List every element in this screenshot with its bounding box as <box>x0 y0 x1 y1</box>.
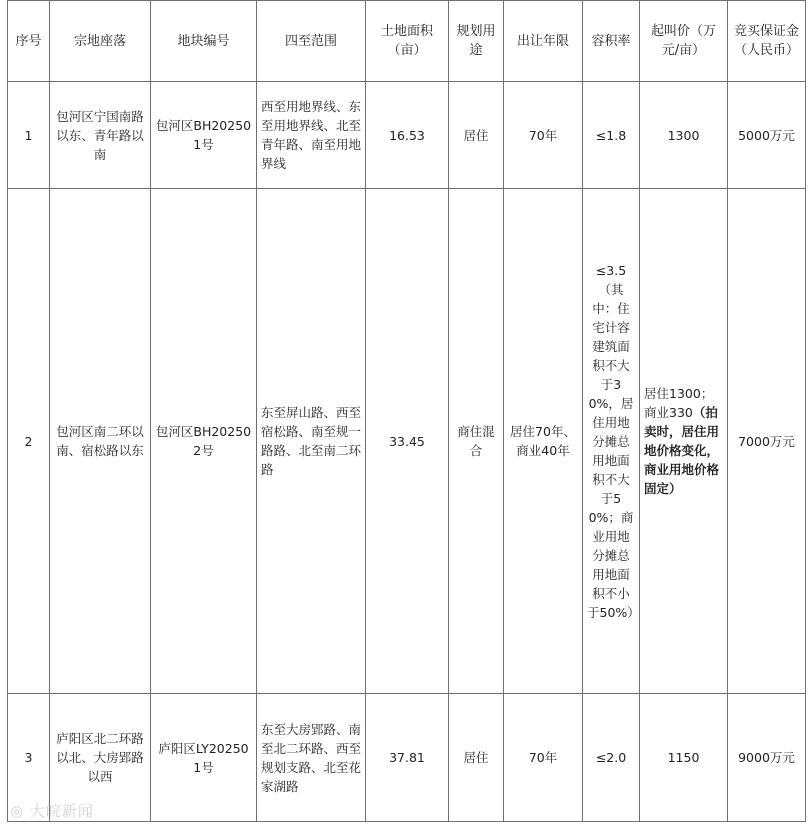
header-seq: 序号 <box>8 1 50 82</box>
cell-start-price <box>640 189 728 694</box>
header-term: 出让年限 <box>504 1 583 82</box>
cell-use: 居住 <box>449 694 504 822</box>
header-far: 容积率 <box>583 1 640 82</box>
cell-boundaries: 西至用地界线、东至用地界线、北至青年路、南至用地界线 <box>257 82 366 189</box>
cell-far: ≤2.0 <box>583 694 640 822</box>
header-start-price: 起叫价（万元/亩） <box>640 1 728 82</box>
header-use: 规划用途 <box>449 1 504 82</box>
cell-use: 商住混合 <box>449 189 504 694</box>
cell-parcel-no: 包河区BH202501号 <box>151 82 257 189</box>
cell-term: 居住70年、商业40年 <box>504 189 583 694</box>
cell-deposit: 7000万元 <box>728 189 806 694</box>
cell-area: 16.53 <box>366 82 449 189</box>
start-price-note: （拍卖时，居住用地价格变化，商业用地价格固定） <box>644 405 720 496</box>
cell-boundaries: 东至大房郢路、南至北二环路、西至规划支路、北至花家湖路 <box>257 694 366 822</box>
header-parcel-no: 地块编号 <box>151 1 257 82</box>
cell-area: 37.81 <box>366 694 449 822</box>
table-row <box>8 694 806 822</box>
cell-far: ≤1.8 <box>583 82 640 189</box>
cell-term: 70年 <box>504 694 583 822</box>
header-row <box>8 1 806 82</box>
cell-location: 包河区宁国南路以东、青年路以南 <box>50 82 151 189</box>
start-price-value: 居住1300；商业330 <box>644 386 714 420</box>
cell-start-price <box>640 694 728 822</box>
land-auction-table <box>7 0 806 822</box>
cell-boundaries: 东至屏山路、西至宿松路、南至规一路路、北至南二环路 <box>257 189 366 694</box>
cell-location: 庐阳区北二环路以北、大房郢路以西 <box>50 694 151 822</box>
cell-deposit: 5000万元 <box>728 82 806 189</box>
watermark-logo: ◎ 大皖新闻 <box>10 802 94 820</box>
cell-parcel-no: 庐阳区LY202501号 <box>151 694 257 822</box>
cell-area: 33.45 <box>366 189 449 694</box>
cell-term: 70年 <box>504 82 583 189</box>
cell-use: 居住 <box>449 82 504 189</box>
table-row <box>8 82 806 189</box>
cell-seq: 2 <box>8 189 50 694</box>
table-row <box>8 189 806 694</box>
cell-start-price <box>640 82 728 189</box>
cell-seq: 1 <box>8 82 50 189</box>
cell-parcel-no: 包河区BH202502号 <box>151 189 257 694</box>
watermark-text: 大皖新闻 <box>29 802 94 820</box>
header-boundaries: 四至范围 <box>257 1 366 82</box>
cell-deposit: 9000万元 <box>728 694 806 822</box>
cell-far: ≤3.5（其中：住宅计容建筑面积不大于30%，居住用地分摊总用地面积不大于50%；商业用地分摊总用地面积不小于50%） <box>583 189 640 694</box>
header-location: 宗地座落 <box>50 1 151 82</box>
header-deposit: 竞买保证金（人民币） <box>728 1 806 82</box>
cell-location: 包河区南二环以南、宿松路以东 <box>50 189 151 694</box>
start-price-value: 1150 <box>667 750 700 765</box>
cell-seq: 3 <box>8 694 50 822</box>
header-area: 土地面积（亩） <box>366 1 449 82</box>
start-price-value: 1300 <box>667 127 700 143</box>
